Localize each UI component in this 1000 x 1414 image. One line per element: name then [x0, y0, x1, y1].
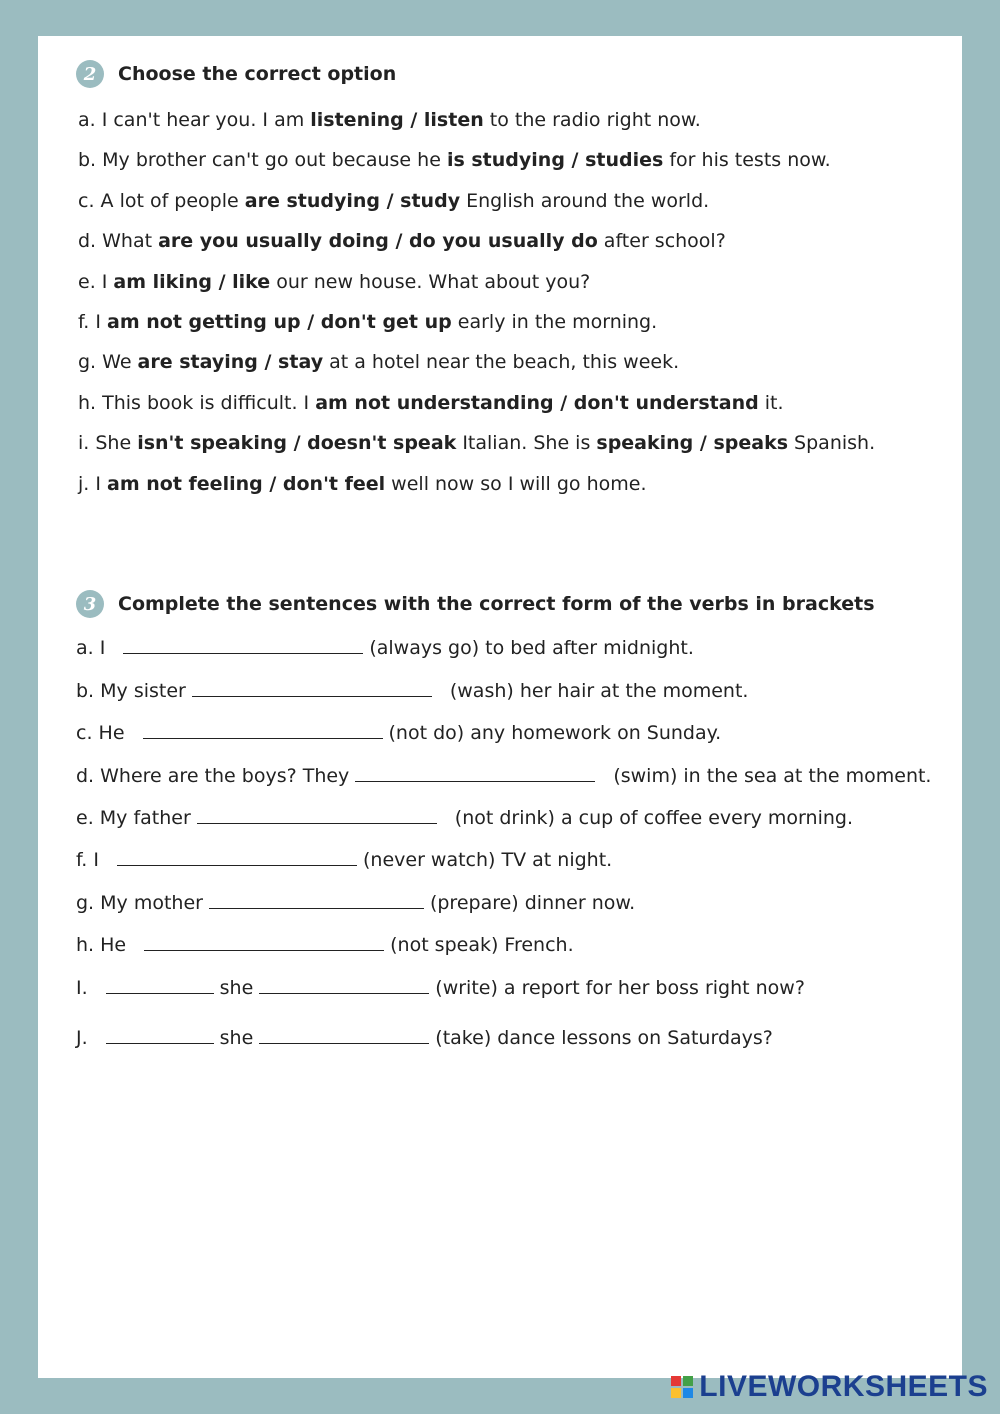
choice[interactable]: am not feeling / don't feel [107, 473, 386, 495]
s3-item-a: a. I (always go) to bed after midnight. [76, 637, 694, 659]
logo-icon [671, 1376, 693, 1398]
answer-blank[interactable] [123, 637, 363, 654]
section-2-header [76, 60, 396, 88]
answer-blank[interactable] [259, 977, 429, 994]
choice[interactable]: am not understanding / don't understand [315, 392, 759, 414]
s3-item-g: g. My mother (prepare) dinner now. [76, 892, 636, 914]
s2-item-h: h. This book is difficult. I am not understanding / don't understand it. [78, 392, 784, 414]
answer-blank[interactable] [192, 680, 432, 697]
choice[interactable]: is studying / studies [446, 149, 664, 171]
answer-blank[interactable] [117, 849, 357, 866]
s3-item-d: d. Where are the boys? They (swim) in the sea at the moment. [76, 765, 932, 787]
s3-item-i: I. she (write) a report for her boss right now? [76, 977, 805, 999]
choice[interactable]: are you usually doing / do you usually do [158, 230, 598, 252]
s3-item-e: e. My father (not drink) a cup of coffee every morning. [76, 807, 853, 829]
choice[interactable]: listening / listen [310, 109, 484, 131]
choice[interactable]: speaking / speaks [596, 432, 789, 454]
s2-item-e: e. I am liking / like our new house. What about you? [78, 271, 591, 293]
choice[interactable]: am liking / like [113, 271, 271, 293]
section-3-number: 3 [76, 590, 104, 618]
s2-item-b: b. My brother can't go out because he is studying / studies for his tests now. [78, 149, 831, 171]
worksheet-page [38, 36, 962, 1378]
answer-blank[interactable] [106, 1027, 214, 1044]
answer-blank[interactable] [355, 765, 595, 782]
section-3-header [76, 590, 875, 618]
answer-blank[interactable] [259, 1027, 429, 1044]
s3-item-j: J. she (take) dance lessons on Saturdays? [76, 1027, 773, 1049]
choice[interactable]: isn't speaking / doesn't speak [137, 432, 457, 454]
s2-item-d: d. What are you usually doing / do you usually do after school? [78, 230, 726, 252]
s3-item-c: c. He (not do) any homework on Sunday. [76, 722, 722, 744]
answer-blank[interactable] [197, 807, 437, 824]
section-3-title: Complete the sentences with the correct form of the verbs in brackets [118, 593, 875, 615]
choice[interactable]: am not getting up / don't get up [107, 311, 452, 333]
answer-blank[interactable] [209, 892, 424, 909]
choice[interactable]: are staying / stay [137, 351, 324, 373]
s2-item-i: i. She isn't speaking / doesn't speak Italian. She is speaking / speaks Spanish. [78, 432, 876, 454]
s2-item-f: f. I am not getting up / don't get up early in the morning. [78, 311, 658, 333]
choice[interactable]: are studying / study [244, 190, 461, 212]
s3-item-b: b. My sister (wash) her hair at the moment. [76, 680, 749, 702]
logo-text: LIVEWORKSHEETS [699, 1370, 988, 1403]
section-2-number: 2 [76, 60, 104, 88]
s2-item-j: j. I am not feeling / don't feel well now so I will go home. [78, 473, 647, 495]
s3-item-f: f. I (never watch) TV at night. [76, 849, 613, 871]
s3-item-h: h. He (not speak) French. [76, 934, 574, 956]
s2-item-g: g. We are staying / stay at a hotel near the beach, this week. [78, 351, 680, 373]
s2-item-a: a. I can't hear you. I am listening / listen to the radio right now. [78, 109, 701, 131]
section-2-title: Choose the correct option [118, 63, 397, 85]
answer-blank[interactable] [106, 977, 214, 994]
liveworksheets-logo[interactable] [671, 1370, 988, 1404]
answer-blank[interactable] [144, 934, 384, 951]
answer-blank[interactable] [143, 722, 383, 739]
s2-item-c: c. A lot of people are studying / study English around the world. [78, 190, 710, 212]
